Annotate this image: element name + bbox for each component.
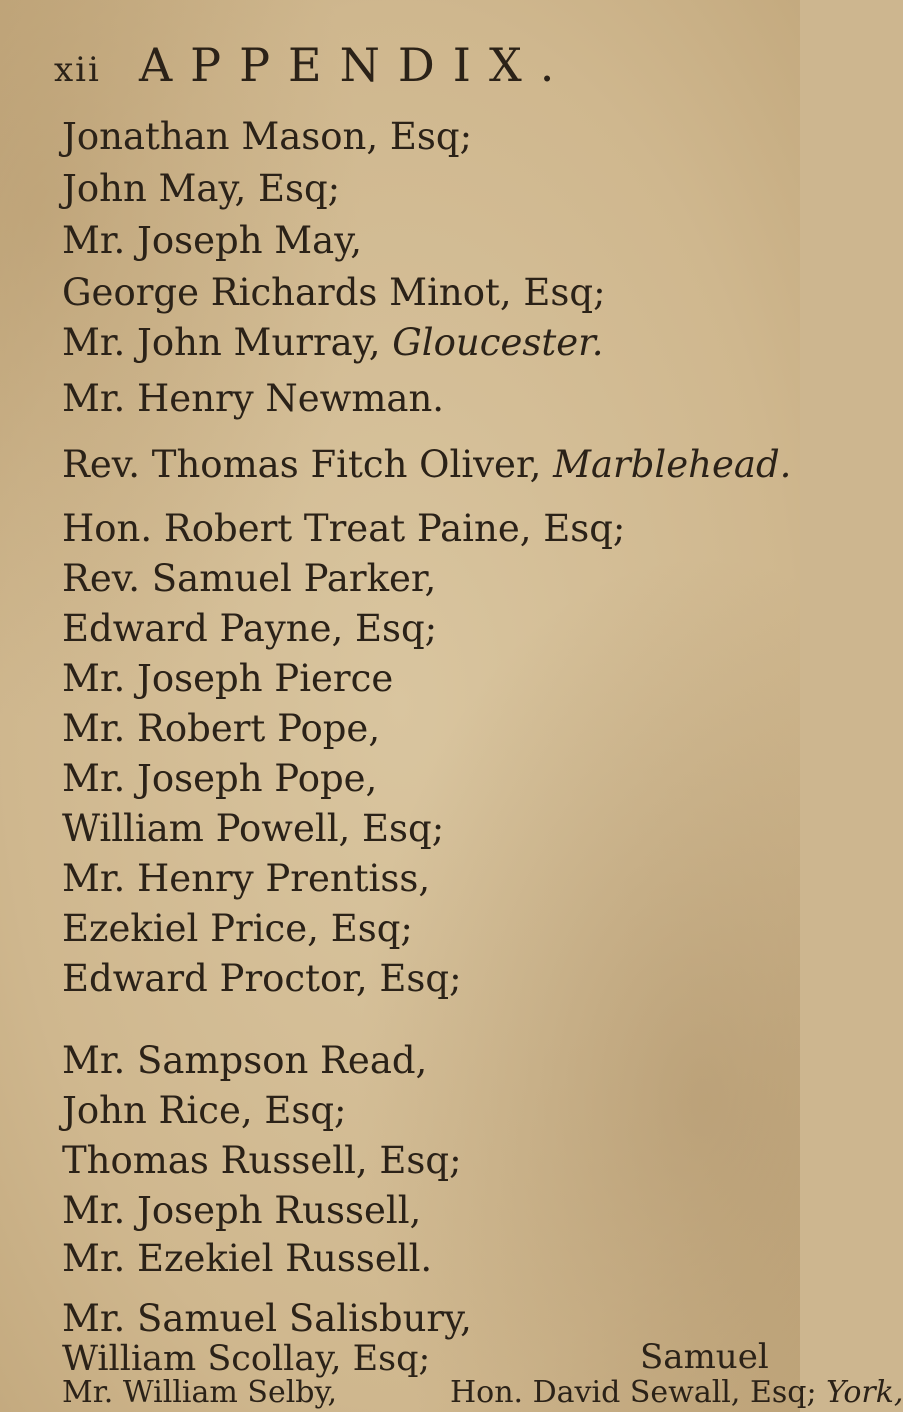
list-item: Rev. Thomas Fitch Oliver, Marblehead. [62,443,792,486]
list-item: Mr. Henry Newman. [62,377,445,420]
list-item: Mr. Ezekiel Russell. [62,1237,433,1280]
list-item: Mr. Sampson Read, [62,1039,428,1082]
list-item: Rev. Samuel Parker, [62,557,437,600]
place-name: Marblehead. [553,443,792,486]
list-item: Mr. Joseph May, [62,219,362,262]
list-item: Hon. David Sewall, Esq; York, [450,1375,903,1410]
list-item: Thomas Russell, Esq; [62,1139,462,1182]
catchword: Samuel [640,1337,769,1377]
list-item: Hon. Robert Treat Paine, Esq; [62,507,626,550]
list-item: Mr. Joseph Russell, [62,1189,422,1232]
page-number: xii [54,50,101,90]
page-title: APPENDIX. [138,38,573,92]
list-item: William Scollay, Esq; [62,1339,431,1379]
list-item: Mr. Samuel Salisbury, [62,1297,472,1340]
list-item: Mr. Joseph Pierce [62,657,394,700]
place-name: York, [826,1375,903,1410]
list-item: William Powell, Esq; [62,807,445,850]
list-item: Mr. Robert Pope, [62,707,381,750]
list-item: Ezekiel Price, Esq; [62,907,413,950]
list-item: George Richards Minot, Esq; [62,271,606,314]
list-item: Jonathan Mason, Esq; [62,115,473,158]
list-item: Mr. Henry Prentiss, [62,857,431,900]
place-name: Gloucester. [392,321,604,364]
list-item: Edward Payne, Esq; [62,607,438,650]
list-item: Mr. William Selby, [62,1375,337,1410]
list-item: Mr. Joseph Pope, [62,757,378,800]
list-item: John Rice, Esq; [62,1089,347,1132]
list-item: Edward Proctor, Esq; [62,957,462,1000]
list-item: John May, Esq; [62,167,341,210]
list-item: Mr. John Murray, Gloucester. [62,321,604,364]
